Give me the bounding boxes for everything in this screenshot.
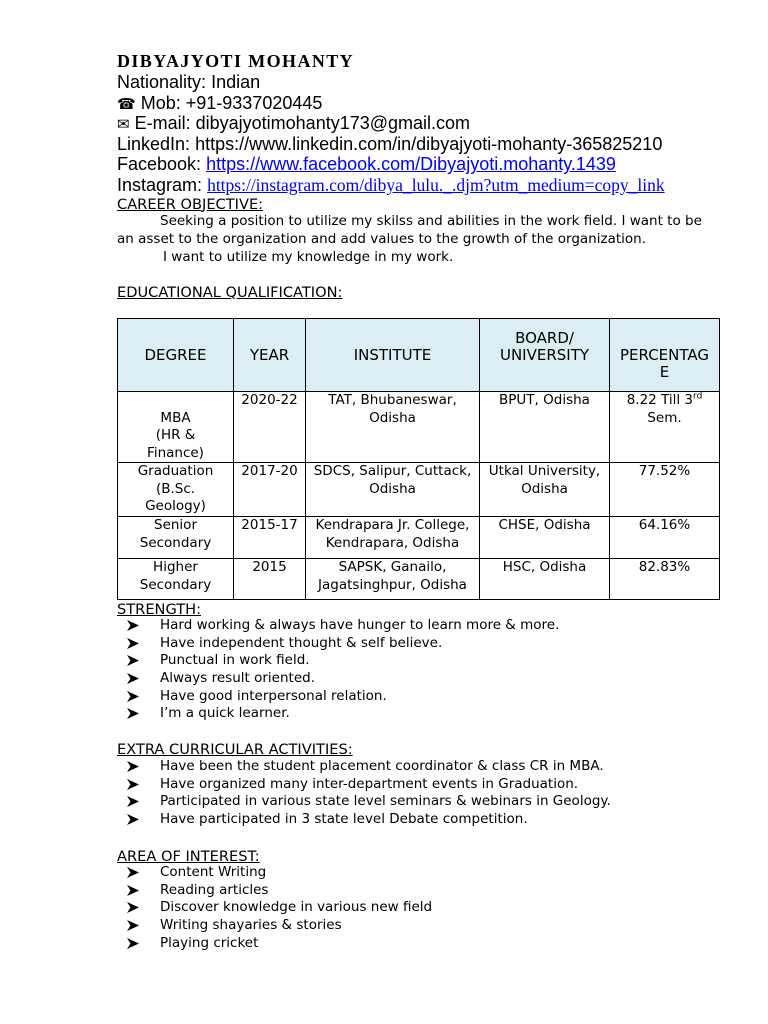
career-objective-heading: CAREER OBJECTIVE: <box>117 195 264 213</box>
arrowhead-bullet-icon <box>127 814 139 825</box>
email-value: dibyajyotimohanty173@gmail.com <box>195 113 471 134</box>
institute-cell: TAT, Bhubaneswar, Odisha <box>306 392 480 463</box>
instagram-line <box>117 175 665 196</box>
nationality-label: Nationality: <box>117 72 207 92</box>
column-header-percentage: PERCENTAGE <box>610 319 720 392</box>
year-cell: 2015 <box>234 559 306 600</box>
facebook-link[interactable]: https://www.facebook.com/Dibyajyoti.mohanty.1439 <box>206 154 616 175</box>
arrowhead-bullet-icon <box>127 691 139 702</box>
instagram-label: Instagram: <box>117 174 203 195</box>
percentage-cell <box>610 392 720 463</box>
email-line <box>117 113 665 134</box>
arrowhead-bullet-icon <box>127 761 139 772</box>
arrowhead-bullet-icon <box>127 867 139 878</box>
list-item-text: Hard working & always have hunger to learn more & more. <box>160 617 560 633</box>
list-item-text: I’m a quick learner. <box>160 705 290 722</box>
arrowhead-bullet-icon <box>127 796 139 807</box>
arrowhead-bullet-icon <box>127 673 139 684</box>
list-item-text: Reading articles <box>160 881 269 898</box>
nationality-value: Indian <box>211 72 261 92</box>
list-item <box>0 705 768 723</box>
percentage-note: Sem. <box>647 409 682 426</box>
education-table <box>117 318 720 600</box>
linkedin-url: https://www.linkedin.com/in/dibyajyoti-mohanty-365825210 <box>195 133 663 154</box>
list-item-text: Content Writing <box>160 864 267 880</box>
nationality-line <box>117 72 665 93</box>
interests-list <box>0 864 768 952</box>
board-cell: CHSE, Odisha <box>480 517 610 559</box>
year-cell: 2015-17 <box>234 517 306 559</box>
list-item <box>0 899 768 917</box>
list-item <box>0 652 768 670</box>
degree-cell <box>118 559 234 600</box>
phone-label: Mob: <box>140 92 181 113</box>
list-item <box>0 635 768 653</box>
arrowhead-bullet-icon <box>127 902 139 913</box>
strength-list <box>0 617 768 723</box>
degree-cell <box>118 517 234 559</box>
percentage-value: 8.22 Till 3 <box>626 392 694 408</box>
contact-block <box>117 72 665 196</box>
list-item <box>0 776 768 794</box>
phone-line <box>117 93 665 114</box>
list-item <box>0 917 768 935</box>
percentage-superscript: rd <box>693 391 703 402</box>
arrowhead-bullet-icon <box>127 938 139 949</box>
column-header-year: YEAR <box>234 319 306 392</box>
institute-cell: SDCS, Salipur, Cuttack, Odisha <box>306 463 480 517</box>
list-item <box>0 935 768 953</box>
objective-line: Seeking a position to utilize my skilss and abilities in the work field. I want to be <box>160 213 702 229</box>
list-item-text: Always result oriented. <box>160 669 315 686</box>
year-cell: 2017-20 <box>234 463 306 517</box>
education-row <box>118 392 720 463</box>
arrowhead-bullet-icon <box>127 885 139 896</box>
linkedin-label: LinkedIn: <box>117 133 191 154</box>
education-row <box>118 463 720 517</box>
list-item-text: Participated in various state level seminars & webinars in Geology. <box>160 793 611 810</box>
list-item-text: Have been the student placement coordinator & class CR in MBA. <box>160 758 604 774</box>
list-item <box>0 882 768 900</box>
arrowhead-bullet-icon <box>127 779 139 790</box>
percentage-cell: 77.52% <box>610 463 720 517</box>
list-item-text: Writing shayaries & stories <box>160 916 342 933</box>
year-cell: 2020-22 <box>234 392 306 463</box>
degree-line: Higher <box>153 559 198 575</box>
list-item-text: Have organized many inter-department events in Graduation. <box>160 775 579 792</box>
objective-line: an asset to the organization and add values to the growth of the organization. <box>117 231 646 247</box>
list-item <box>0 793 768 811</box>
interests-heading: AREA OF INTEREST: <box>117 847 260 865</box>
percentage-cell: 82.83% <box>610 559 720 600</box>
arrowhead-bullet-icon <box>127 708 139 719</box>
list-item-text: Have independent thought & self believe. <box>160 634 443 651</box>
arrowhead-bullet-icon <box>127 620 139 631</box>
arrowhead-bullet-icon <box>127 638 139 649</box>
list-item-text: Punctual in work field. <box>160 652 310 669</box>
board-cell: Utkal University, Odisha <box>480 463 610 517</box>
education-row <box>118 559 720 600</box>
list-item <box>0 670 768 688</box>
phone-value: +91-9337020445 <box>185 92 323 113</box>
list-item-text: Have good interpersonal relation. <box>160 687 387 704</box>
instagram-link[interactable]: https://instagram.com/dibya_lulu._.djm?utm_medium=copy_link <box>207 174 665 195</box>
linkedin-line <box>117 134 665 155</box>
degree-line: Graduation <box>137 463 214 479</box>
list-item-text: Have participated in 3 state level Debate competition. <box>160 810 528 827</box>
degree-line: (B.Sc. <box>155 480 196 497</box>
envelope-icon: ✉ <box>117 115 130 134</box>
list-item <box>0 617 768 635</box>
degree-line: Senior <box>154 517 197 533</box>
percentage-cell: 64.16% <box>610 517 720 559</box>
column-header-board: BOARD/ UNIVERSITY <box>480 319 610 392</box>
degree-line: MBA <box>160 409 191 426</box>
degree-line: (HR & <box>155 427 196 443</box>
column-header-degree: DEGREE <box>118 319 234 392</box>
education-heading: EDUCATIONAL QUALIFICATION: <box>117 283 343 301</box>
education-header-row <box>118 319 720 392</box>
list-item-text: Discover knowledge in various new field <box>160 899 433 916</box>
column-header-institute: INSTITUTE <box>306 319 480 392</box>
list-item-text: Playing cricket <box>160 934 259 951</box>
extra-curricular-list <box>0 758 768 829</box>
phone-icon: ☎ <box>117 94 136 113</box>
list-item <box>0 758 768 776</box>
degree-line: Secondary <box>139 576 212 593</box>
facebook-line <box>117 154 665 175</box>
institute-cell: SAPSK, Ganailo, Jagatsinghpur, Odisha <box>306 559 480 600</box>
degree-cell <box>118 392 234 463</box>
degree-cell <box>118 463 234 517</box>
degree-line: Secondary <box>139 534 212 551</box>
objective-line: I want to utilize my knowledge in my work. <box>163 249 454 265</box>
list-item <box>0 864 768 882</box>
list-item <box>0 811 768 829</box>
arrowhead-bullet-icon <box>127 920 139 931</box>
education-row <box>118 517 720 559</box>
arrowhead-bullet-icon <box>127 655 139 666</box>
extra-curricular-heading: EXTRA CURRICULAR ACTIVITIES: <box>117 740 353 758</box>
strength-heading: STRENGTH: <box>117 600 202 618</box>
degree-line: Geology) <box>145 498 206 514</box>
list-item <box>0 688 768 706</box>
degree-line: Finance) <box>147 444 204 461</box>
candidate-name: DIBYAJYOTI MOHANTY <box>117 51 355 71</box>
board-cell: BPUT, Odisha <box>480 392 610 463</box>
institute-cell: Kendrapara Jr. College, Kendrapara, Odisha <box>306 517 480 559</box>
email-label: E-mail: <box>134 113 191 134</box>
board-cell: HSC, Odisha <box>480 559 610 600</box>
facebook-label: Facebook: <box>117 154 202 175</box>
